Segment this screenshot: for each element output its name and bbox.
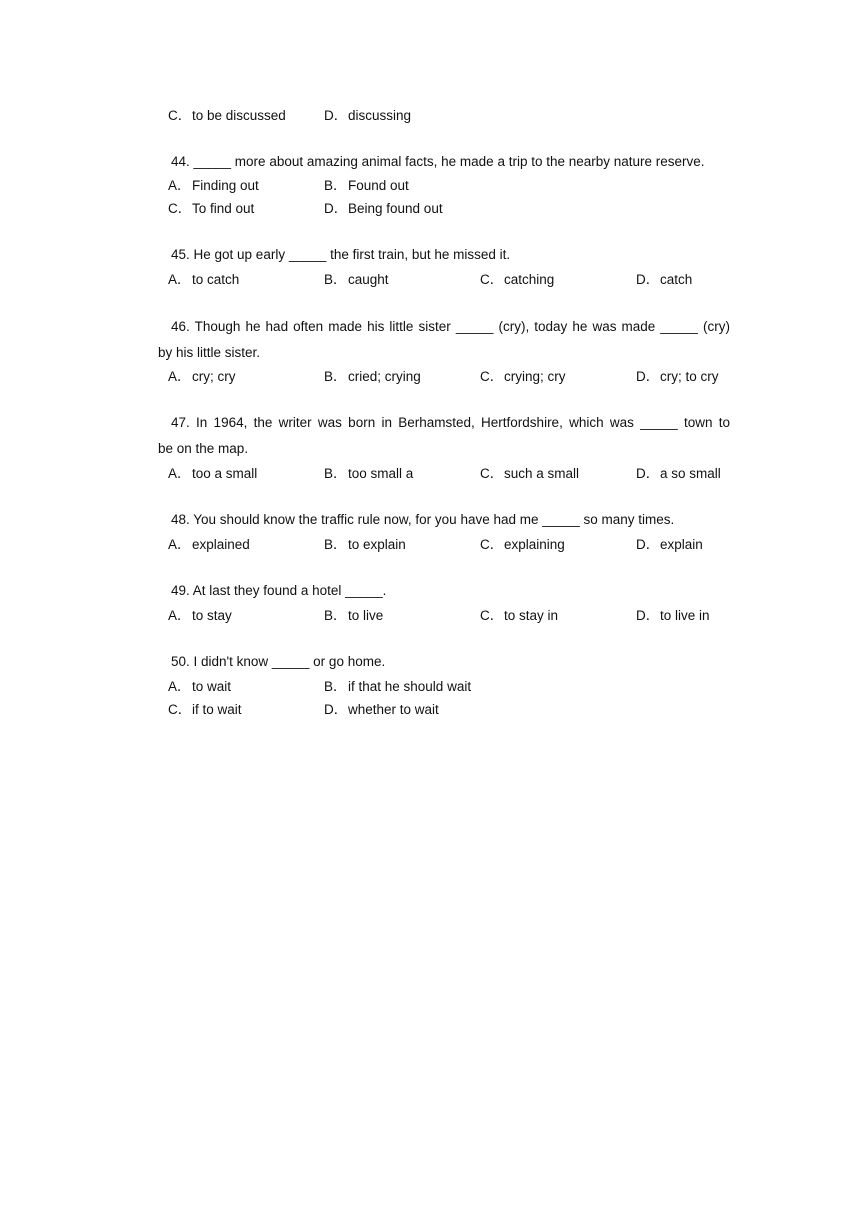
option-text: To find out	[192, 201, 255, 216]
option-letter: C．	[480, 466, 504, 481]
option-letter: B．	[324, 272, 347, 287]
option-letter: D．	[636, 272, 660, 287]
option-a	[168, 177, 259, 195]
option-text: to explain	[348, 537, 406, 552]
option-text: catching	[504, 272, 555, 287]
option-text: to wait	[192, 679, 232, 694]
option-text: to live	[348, 608, 384, 623]
option-letter: C．	[168, 201, 192, 216]
option-text: if to wait	[192, 702, 242, 717]
option-text: to catch	[192, 272, 240, 287]
option-b	[324, 465, 413, 483]
option-letter: A．	[168, 272, 191, 287]
option-b	[324, 678, 471, 696]
option-letter: D．	[636, 608, 660, 623]
option-letter: C．	[168, 702, 192, 717]
option-text: crying; cry	[504, 369, 566, 384]
option-letter: D．	[636, 537, 660, 552]
option-letter: B．	[324, 178, 347, 193]
option-letter: C．	[480, 608, 504, 623]
question-stem: 49. At last they found a hotel _____.	[171, 583, 387, 598]
option-a	[168, 607, 232, 625]
question-stem: 48. You should know the traffic rule now, for you have had me _____ so many times.	[171, 512, 675, 527]
option-a	[168, 536, 250, 554]
option-letter: B．	[324, 679, 347, 694]
option-c	[480, 536, 565, 554]
option-text: to be discussed	[192, 108, 286, 123]
option-a	[168, 678, 231, 696]
option-d	[636, 271, 692, 289]
question-stem: 50. I didn't know _____ or go home.	[171, 654, 386, 669]
option-d	[324, 107, 411, 125]
option-text: whether to wait	[348, 702, 439, 717]
option-letter: D．	[324, 201, 348, 216]
option-text: such a small	[504, 466, 580, 481]
option-text: cry; cry	[192, 369, 236, 384]
option-d	[636, 368, 719, 386]
option-text: explained	[192, 537, 250, 552]
option-b	[324, 536, 406, 554]
option-letter: C．	[480, 369, 504, 384]
option-b	[324, 177, 409, 195]
option-c	[480, 271, 554, 289]
option-text: cried; crying	[348, 369, 421, 384]
option-letter: A．	[168, 178, 191, 193]
option-text: to live in	[660, 608, 710, 623]
option-text: discussing	[348, 108, 412, 123]
option-letter: C．	[480, 272, 504, 287]
option-letter: D．	[636, 369, 660, 384]
option-c	[168, 200, 254, 218]
option-text: Finding out	[192, 178, 259, 193]
option-letter: A．	[168, 369, 191, 384]
option-letter: B．	[324, 608, 347, 623]
option-text: Found out	[348, 178, 409, 193]
option-letter: A．	[168, 608, 191, 623]
option-c	[480, 368, 566, 386]
option-letter: B．	[324, 537, 347, 552]
option-text: Being found out	[348, 201, 443, 216]
option-b	[324, 607, 383, 625]
option-d	[636, 465, 721, 483]
question-stem: 47. In 1964, the writer was born in Berhamsted, Hertfordshire, which was _____ town to	[171, 415, 730, 430]
option-text: cry; to cry	[660, 369, 719, 384]
option-b	[324, 271, 389, 289]
option-d	[636, 607, 710, 625]
option-b	[324, 368, 421, 386]
option-text: explain	[660, 537, 703, 552]
option-letter: C．	[168, 108, 192, 123]
option-letter: C．	[480, 537, 504, 552]
option-d	[636, 536, 703, 554]
question-stem: 46. Though he had often made his little sister _____ (cry), today he was made _____ (cry)	[171, 319, 730, 334]
question-stem: 45. He got up early _____ the first train, but he missed it.	[171, 247, 511, 262]
option-text: a so small	[660, 466, 721, 481]
option-text: too a small	[192, 466, 258, 481]
option-a	[168, 465, 257, 483]
option-letter: A．	[168, 537, 191, 552]
option-c	[168, 701, 242, 719]
option-letter: A．	[168, 466, 191, 481]
option-text: if that he should wait	[348, 679, 472, 694]
option-c	[168, 107, 286, 125]
option-letter: B．	[324, 369, 347, 384]
question-stem-continued: by his little sister.	[158, 345, 261, 360]
option-text: to stay in	[504, 608, 559, 623]
option-a	[168, 271, 239, 289]
option-d	[324, 701, 439, 719]
option-text: explaining	[504, 537, 565, 552]
option-text: catch	[660, 272, 693, 287]
option-letter: D．	[636, 466, 660, 481]
question-stem-continued: be on the map.	[158, 441, 249, 456]
question-stem: 44. _____ more about amazing animal facts, he made a trip to the nearby nature reserve.	[171, 154, 705, 169]
option-c	[480, 465, 579, 483]
option-text: to stay	[192, 608, 232, 623]
option-c	[480, 607, 558, 625]
option-text: too small a	[348, 466, 414, 481]
option-letter: D．	[324, 108, 348, 123]
option-letter: B．	[324, 466, 347, 481]
option-text: caught	[348, 272, 389, 287]
option-a	[168, 368, 236, 386]
option-letter: A．	[168, 679, 191, 694]
option-letter: D．	[324, 702, 348, 717]
option-d	[324, 200, 443, 218]
